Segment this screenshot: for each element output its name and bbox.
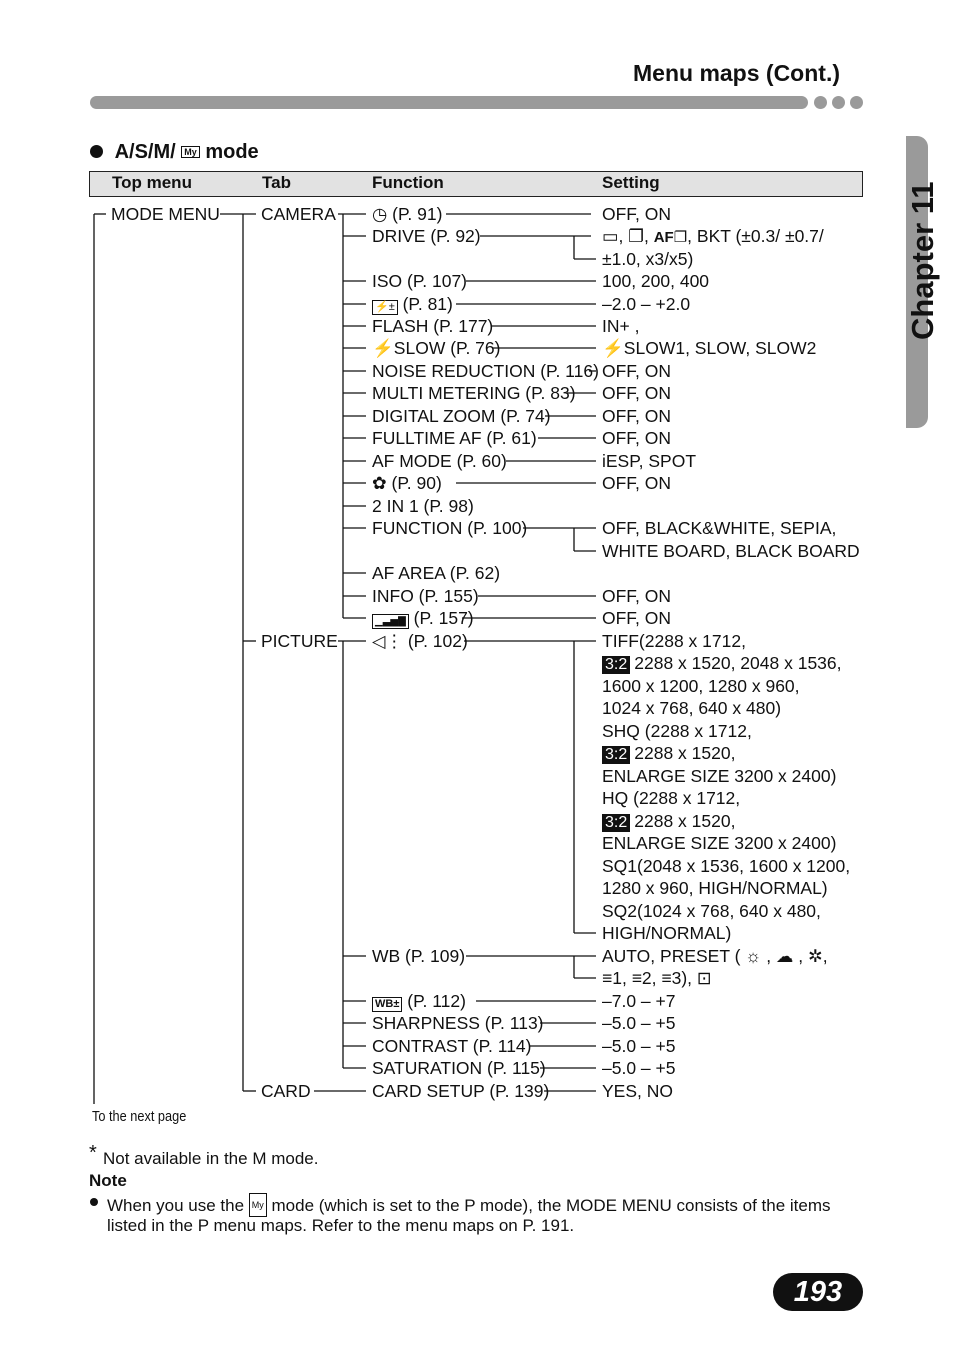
- my-mode-icon: My: [181, 146, 200, 158]
- self-timer-icon: ◷: [372, 204, 388, 224]
- function-drive: DRIVE (P. 92): [372, 226, 481, 246]
- setting-iso: 100, 200, 400: [602, 271, 710, 291]
- next-page-label: To the next page: [92, 1108, 187, 1125]
- record-setting-line: HIGH/NORMAL): [602, 923, 732, 943]
- setting-function-2: WHITE BOARD, BLACK BOARD: [602, 541, 860, 561]
- function-noise-reduction: NOISE REDUCTION (P. 116): [372, 361, 599, 381]
- tungsten-icon: ✲: [808, 946, 823, 966]
- setting-super-macro: OFF, ON: [602, 473, 672, 493]
- setting-noise-reduction: OFF, ON: [602, 361, 672, 381]
- aspect-3-2-badge: 3:2: [602, 746, 630, 764]
- function-wb: WB (P. 109): [372, 946, 466, 966]
- sequential-icon: ❐: [628, 226, 644, 246]
- mode-prefix: A/S/M/: [114, 141, 176, 163]
- fluorescent-1-icon: ≡1: [602, 968, 622, 988]
- fluorescent-2-icon: ≡2: [631, 968, 652, 988]
- setting-slow: ⚡SLOW1, SLOW, SLOW2: [602, 338, 817, 358]
- top-menu-mode-menu: MODE MENU: [111, 204, 220, 224]
- note-text-line-2: listed in the P menu maps. Refer to the menu maps on P. 191.: [107, 1216, 575, 1235]
- setting-wb-compensation: –7.0 – +7: [602, 991, 676, 1011]
- one-touch-wb-icon: ⊡: [696, 968, 712, 988]
- aspect-3-2-badge: 3:2: [602, 656, 630, 674]
- note-text-line-1: When you use the My mode (which is set to the P mode), the MODE MENU consists of the items: [107, 1193, 831, 1217]
- record-setting-line: 1280 x 960, HIGH/NORMAL): [602, 878, 828, 898]
- setting-sharpness: –5.0 – +5: [602, 1013, 676, 1033]
- single-frame-icon: ▭: [602, 226, 619, 246]
- setting-wb-2: ≡1, ≡2, ≡3), ⊡: [602, 968, 712, 988]
- setting-info: OFF, ON: [602, 586, 672, 606]
- function-af-area: AF AREA (P. 62): [372, 563, 501, 583]
- page-number: 193: [773, 1273, 863, 1311]
- setting-wb: AUTO, PRESET ( ☼ , ☁ , ✲,: [602, 946, 828, 966]
- function-histogram: ▁▃▅▇ (P. 157): [372, 607, 474, 629]
- record-setting-line: 1024 x 768, 640 x 480): [602, 698, 782, 718]
- setting-histogram: OFF, ON: [602, 608, 672, 628]
- setting-card-setup: YES, NO: [602, 1081, 673, 1101]
- setting-fulltime-af: OFF, ON: [602, 428, 672, 448]
- setting-flash-compensation: –2.0 – +2.0: [602, 294, 691, 314]
- function-iso: ISO (P. 107): [372, 271, 468, 291]
- function-af-mode: AF MODE (P. 60): [372, 451, 507, 471]
- tab-picture: PICTURE: [261, 631, 338, 651]
- aspect-3-2-badge: 3:2: [602, 814, 630, 832]
- function-info: INFO (P. 155): [372, 586, 479, 606]
- cloudy-icon: ☁: [775, 946, 794, 966]
- chapter-label: Chapter 11: [905, 181, 940, 340]
- record-setting-line: SQ2(1024 x 768, 640 x 480,: [602, 901, 821, 921]
- record-setting-line: ENLARGE SIZE 3200 x 2400): [602, 833, 837, 853]
- wb-compensation-icon: WB±: [372, 997, 402, 1012]
- function-flash-compensation: ⚡± (P. 81): [372, 293, 453, 315]
- page-title: Menu maps (Cont.): [633, 60, 840, 86]
- setting-af-mode: iESP, SPOT: [602, 451, 697, 471]
- setting-multi-metering: OFF, ON: [602, 383, 672, 403]
- mode-suffix: mode: [205, 141, 259, 163]
- header-tab: Tab: [262, 173, 291, 192]
- note-title: Note: [89, 1171, 127, 1190]
- histogram-icon: ▁▃▅▇: [372, 614, 409, 629]
- function-digital-zoom: DIGITAL ZOOM (P. 74): [372, 406, 551, 426]
- record-setting-line: SHQ (2288 x 1712,: [602, 721, 752, 741]
- footnote-not-available: Not available in the M mode.: [103, 1149, 319, 1168]
- sunny-icon: ☼: [745, 946, 762, 966]
- record-setting-line: 1600 x 1200, 1280 x 960,: [602, 676, 800, 696]
- flash-icon: ⚡: [602, 338, 624, 358]
- function-super-macro: ✿ (P. 90): [372, 473, 442, 493]
- setting-saturation: –5.0 – +5: [602, 1058, 676, 1078]
- record-setting-line: HQ (2288 x 1712,: [602, 788, 741, 808]
- function-record-mode: ◁⋮ (P. 102): [372, 631, 468, 651]
- function-self-timer: ◷ (P. 91): [372, 204, 443, 224]
- function-contrast: CONTRAST (P. 114): [372, 1036, 532, 1056]
- setting-digital-zoom: OFF, ON: [602, 406, 672, 426]
- record-setting-line: 3:2 2288 x 1520,: [602, 742, 735, 764]
- function-multi-metering: MULTI METERING (P. 83): [372, 383, 576, 403]
- flash-compensation-icon: ⚡±: [372, 300, 398, 315]
- function-2in1: 2 IN 1 (P. 98): [372, 496, 474, 516]
- function-function: FUNCTION (P. 100): [372, 518, 528, 538]
- setting-self-timer: OFF, ON: [602, 204, 672, 224]
- super-macro-icon: ✿: [372, 473, 387, 493]
- fluorescent-3-icon: ≡3: [661, 968, 682, 988]
- record-setting-line: TIFF(2288 x 1712,: [602, 631, 746, 651]
- header-top-menu: Top menu: [112, 173, 192, 192]
- function-fulltime-af: FULLTIME AF (P. 61): [372, 428, 537, 448]
- function-flash: FLASH (P. 177): [372, 316, 494, 336]
- header-function: Function: [372, 173, 444, 192]
- setting-drive-2: ±1.0, x3/x5): [602, 249, 694, 269]
- record-setting-line: ENLARGE SIZE 3200 x 2400): [602, 766, 837, 786]
- setting-drive: ▭, ❐, AF❐, BKT (±0.3/ ±0.7/: [602, 226, 824, 246]
- setting-function: OFF, BLACK&WHITE, SEPIA,: [602, 518, 837, 538]
- af-sequential-icon: AF❐: [653, 229, 688, 246]
- tab-camera: CAMERA: [261, 204, 336, 224]
- record-setting-line: 3:2 2288 x 1520,: [602, 810, 735, 832]
- function-wb-compensation: WB± (P. 112): [372, 990, 466, 1012]
- function-sharpness: SHARPNESS (P. 113): [372, 1013, 544, 1033]
- footnote-asterisk: *: [89, 1142, 97, 1164]
- setting-contrast: –5.0 – +5: [602, 1036, 676, 1056]
- function-saturation: SATURATION (P. 115): [372, 1058, 546, 1078]
- note-bullet-icon: [90, 1198, 98, 1206]
- setting-flash: IN+ ,: [602, 316, 640, 336]
- record-mode-icon: ◁⋮: [372, 631, 403, 651]
- flash-icon: ⚡: [372, 338, 394, 358]
- tab-card: CARD: [261, 1081, 311, 1101]
- record-setting-line: SQ1(2048 x 1536, 1600 x 1200,: [602, 856, 851, 876]
- record-setting-line: 3:2 2288 x 1520, 2048 x 1536,: [602, 652, 842, 674]
- header-setting: Setting: [602, 173, 660, 192]
- my-mode-icon: My: [249, 1193, 267, 1217]
- function-slow: ⚡SLOW (P. 76): [372, 338, 501, 358]
- function-card-setup: CARD SETUP (P. 139): [372, 1081, 550, 1101]
